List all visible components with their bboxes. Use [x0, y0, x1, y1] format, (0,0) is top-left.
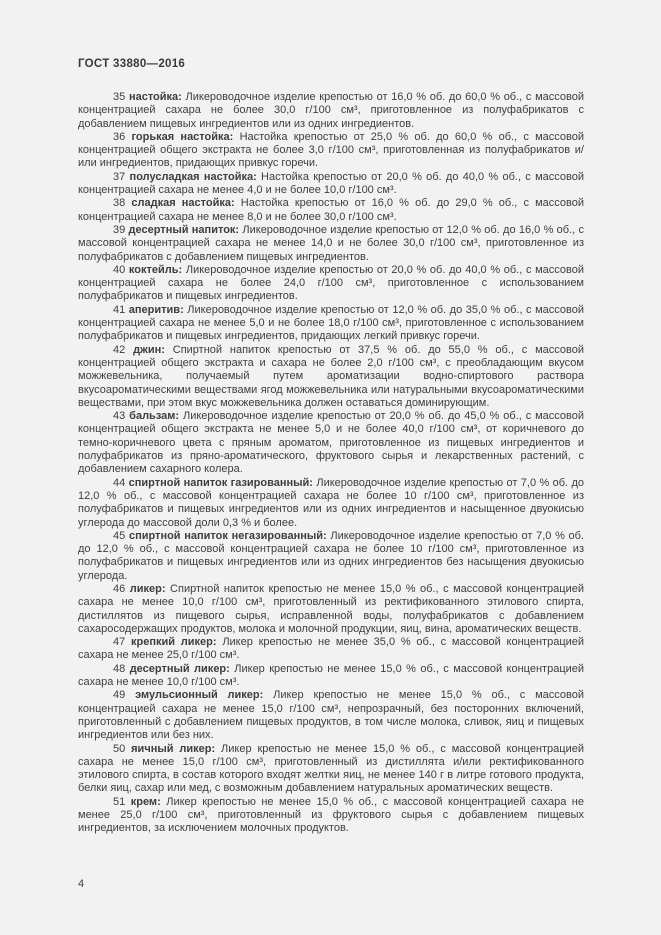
- page-number: 4: [78, 877, 85, 890]
- term-paragraph-51: [78, 796, 584, 836]
- term-name: сладкая настойка:: [131, 197, 235, 210]
- term-paragraph-46: [78, 583, 584, 636]
- term-name: яичный ликер:: [131, 742, 216, 755]
- term-text: Ликероводочное изделие крепостью от 12,0 % об. до 35,0 % об., с массовой концентрацией сахара не менее 5,0 и не более 18,0 г/100 см³, приготовленное с использованием полуфабрикатов и пищевых ингредиентов, придающих легкий привкус горечи.: [78, 303, 585, 343]
- term-number: 38: [113, 197, 126, 210]
- term-paragraph-42: [78, 344, 584, 410]
- term-name: десертный напиток:: [128, 223, 240, 236]
- term-number: 41: [113, 303, 126, 316]
- term-paragraph-43: [78, 410, 584, 476]
- term-number: 50: [113, 742, 126, 755]
- term-paragraph-40: [78, 264, 584, 304]
- term-name: джин:: [133, 343, 165, 356]
- term-text: Настойка крепостью от 25,0 % об. до 60,0 % об., с массовой концентрацией общего экстракта не более 3,0 г/100 см³, приготовленная из полуфабрикатов и/или ингредиентов, придающих привкус горечи.: [78, 130, 584, 170]
- term-name: настойка:: [128, 91, 182, 103]
- term-text: Настойка крепостью от 20,0 % об. до 40,0 % об., с массовой концентрацией сахара не менее 4,0 и не более 10,0 г/100 см³.: [78, 170, 584, 197]
- term-name: эмульсионный ликер:: [135, 689, 264, 702]
- term-paragraph-38: [78, 197, 584, 224]
- term-paragraph-37: [78, 171, 584, 198]
- term-name: аперитив:: [128, 303, 184, 316]
- term-text: Ликер крепостью не менее 15,0 % об., с массовой концентрацией сахара не менее 15,0 г/100 см³, приготовленный из дистиллята и/или ректификованного этилового спирта, в состав которого входят желтки яиц, не менее 140 г в литре готового продукта, белки яиц, сахар или мед, с возможным добавлением натуральных ароматических веществ.: [78, 742, 584, 795]
- term-text: Ликероводочное изделие крепостью от 20,0 % об. до 40,0 % об., с массовой концентрацией сахара не более 24,0 г/100 см³, приготовленное с использованием полуфабрикатов и пищевых ингредиентов.: [78, 263, 585, 303]
- term-paragraph-35: [78, 91, 584, 131]
- term-number: 48: [113, 662, 126, 675]
- term-text: Ликер крепостью не менее 15,0 % об., с массовой концентрацией сахара не менее 10,0 г/100 см³.: [78, 662, 585, 689]
- term-name: десертный ликер:: [129, 662, 230, 675]
- term-number: 45: [113, 529, 126, 542]
- term-name: спиртной напиток газированный:: [128, 476, 313, 489]
- term-text: Ликероводочное изделие крепостью от 12,0 % об. до 16,0 % об., с массовой концентрацией сахара не менее 14,0 и не более 30,0 г/100 см³, приготовленное из полуфабрикатов с добавлением пищевых ингредиентов.: [78, 223, 584, 263]
- term-number: 39: [113, 223, 126, 236]
- term-number: 47: [113, 636, 126, 649]
- term-paragraph-49: [78, 689, 584, 742]
- term-paragraph-36: [78, 131, 584, 171]
- term-paragraph-45: [78, 530, 584, 583]
- term-text: Ликероводочное изделие крепостью от 7,0 % об. до 12,0 % об., с массовой концентрацией сахара не более 10 г/100 см³, приготовленное из полуфабрикатов и пищевых ингредиентов или из одних ингредиентов без насыщения двуокисью углерода.: [78, 529, 585, 582]
- term-paragraph-50: [78, 743, 584, 796]
- term-number: 40: [113, 263, 126, 276]
- term-name: ликер:: [129, 582, 166, 595]
- term-text: Ликероводочное изделие крепостью от 7,0 % об. до 12,0 % об., с массовой концентрацией сахара не более 10 г/100 см³, приготовленное из полуфабрикатов и пищевых ингредиентов или из одних ингредиентов и насыщенное двуокисью углерода до массовой доли 0,3 % и более.: [78, 476, 584, 529]
- term-text: Ликер крепостью не менее 35,0 % об., с массовой концентрацией сахара не менее 25,0 г/100 см³.: [78, 636, 585, 662]
- term-name: крепкий ликер:: [131, 636, 217, 649]
- term-number: 51: [113, 795, 126, 808]
- term-text: Ликер крепостью не менее 15,0 % об., с массовой концентрацией сахара не менее 15,0 г/100 см³, непрозрачный, без посторонних включений, приготовленный с добавлением пищевых продуктов, в том числе молока, сливок, яиц и пищевых ингредиентов или без них.: [78, 689, 585, 742]
- standard-code-header: ГОСТ 33880—2016: [78, 58, 186, 70]
- term-paragraph-39: [78, 224, 584, 264]
- term-paragraph-48: [78, 663, 584, 690]
- term-number: 43: [113, 410, 126, 423]
- term-text: Спиртной напиток крепостью не менее 15,0 % об., с массовой концентрацией сахара не менее 10,0 г/100 см³, приготовленный из ректификованного этилового спирта, дистиллятов из пищевого сырья, исправленной воды, полуфабрикатов с добавлением сахаросодержащих продуктов, молока и молочной продукции, яиц, вина, ароматических веществ.: [78, 582, 584, 635]
- term-number: 35: [113, 91, 126, 103]
- term-number: 36: [113, 130, 126, 143]
- term-number: 37: [113, 170, 126, 183]
- term-name: горькая настойка:: [131, 130, 234, 143]
- term-text: Спиртной напиток крепостью от 37,5 % об. до 55,0 % об., с массовой концентрацией общего экстракта и сахара не более 2,0 г/100 см³, с преобладающим вкусом можжевельника, получаемый путем ароматизации водно-спиртового раствора вкусоароматическими веществами ягод можжевельника или натуральными вкусоароматическими веществами, при этом вкус можжевельника должен оставаться доминирующим.: [78, 343, 584, 409]
- term-name: крем:: [130, 795, 161, 808]
- term-paragraph-44: [78, 477, 584, 530]
- term-name: полусладкая настойка:: [129, 170, 257, 183]
- term-name: спиртной напиток негазированный:: [128, 529, 327, 542]
- term-number: 49: [113, 689, 126, 702]
- term-number: 44: [113, 476, 126, 489]
- term-paragraph-41: [78, 304, 584, 344]
- term-number: 46: [113, 582, 126, 595]
- term-text: Ликероводочное изделие крепостью от 16,0 % об. до 60,0 % об., с массовой концентрацией сахара не более 30,0 г/100 см³, приготовленное из полуфабрикатов с добавлением пищевых ингредиентов или из одних ингредиентов.: [78, 91, 584, 130]
- term-paragraph-47: [78, 636, 584, 663]
- term-name: коктейль:: [128, 263, 183, 276]
- term-text: Настойка крепостью от 16,0 % об. до 29,0 % об., с массовой концентрацией сахара не менее 8,0 и не более 30,0 г/100 см³.: [78, 197, 584, 223]
- term-number: 42: [113, 343, 126, 356]
- term-name: бальзам:: [129, 410, 180, 423]
- term-text: Ликероводочное изделие крепостью от 20,0 % об. до 45,0 % об., с массовой концентрацией общего экстракта не менее 5,0 и не более 40,0 г/100 см³, от коричневого до темно-коричневого цвета с пряным ароматом, приготовленное из пищевых ингредиентов и полуфабрикатов из пряно-ароматического, фруктового сырья и лекарственных растений, с добавлением сахарного колера.: [78, 410, 585, 476]
- term-text: Ликер крепостью не менее 15,0 % об., с массовой концентрацией сахара не менее 25,0 г/100 см³, приготовленный из фруктового сырья с добавлением пищевых ингредиентов, за исключением молочных продуктов.: [78, 795, 584, 835]
